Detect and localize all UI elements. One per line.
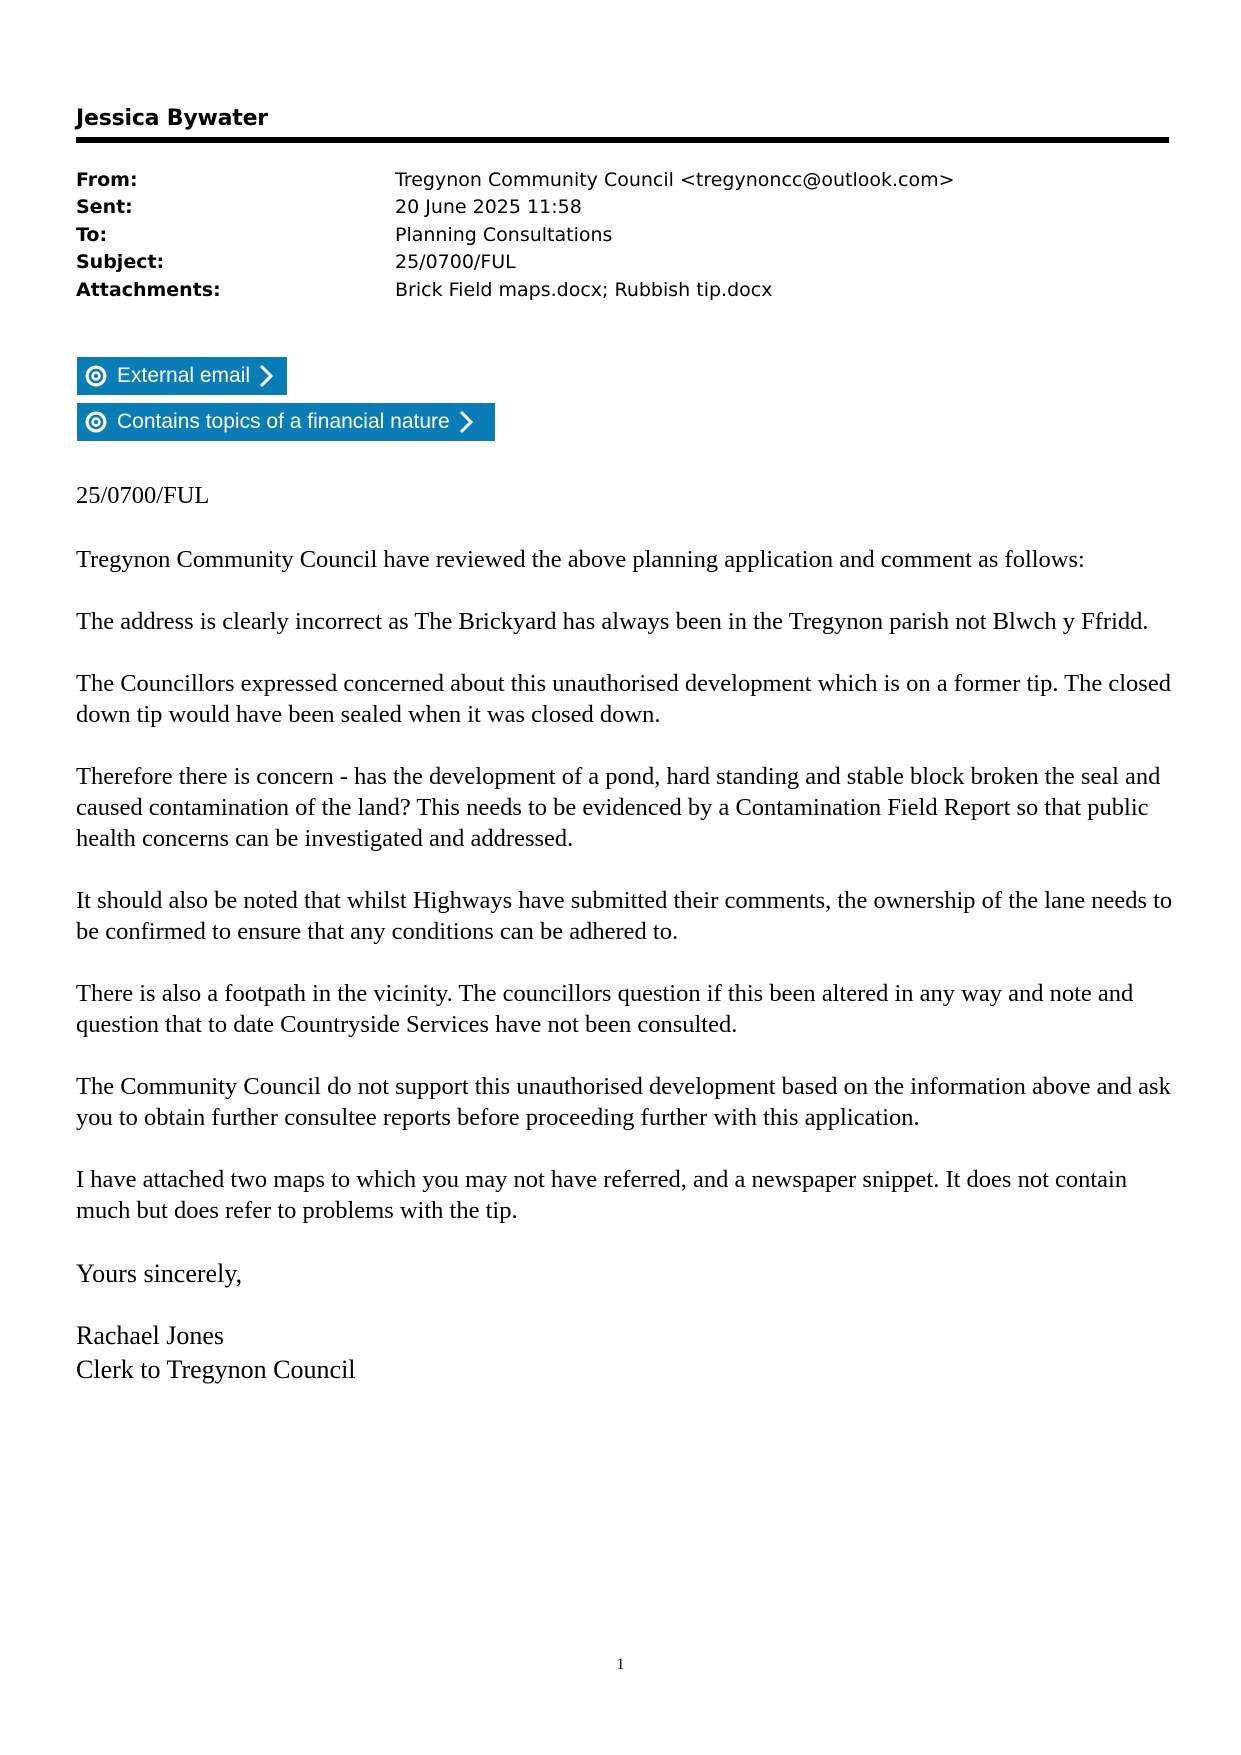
body-subject-line: 25/0700/FUL	[76, 482, 210, 509]
sent-label: Sent:	[76, 196, 133, 219]
signature-name: Rachael Jones	[76, 1321, 225, 1350]
closing-line: Yours sincerely,	[76, 1259, 243, 1288]
signature-title: Clerk to Tregynon Council	[76, 1355, 356, 1384]
email-header	[76, 166, 1169, 304]
alert-badge-icon	[85, 365, 107, 387]
from-label: From:	[76, 168, 138, 191]
body-paragraph: Tregynon Community Council have reviewed the above planning application and comment as follows:	[76, 546, 1085, 573]
subject-label: Subject:	[76, 251, 165, 274]
financial-topics-banner[interactable]	[77, 403, 495, 441]
header-row-subject	[76, 249, 1169, 277]
sent-value: 20 June 2025 11:58	[395, 196, 582, 219]
external-email-label: External email	[117, 364, 251, 387]
alert-badge-icon	[85, 411, 107, 433]
header-row-sent	[76, 194, 1169, 222]
attachments-value: Brick Field maps.docx; Rubbish tip.docx	[395, 278, 773, 301]
header-row-from	[76, 166, 1169, 194]
header-row-to	[76, 221, 1169, 249]
attachments-label: Attachments:	[76, 278, 221, 301]
to-value: Planning Consultations	[395, 223, 613, 246]
body-paragraph: There is also a footpath in the vicinity. The councillors question if this been altered in any way and note and question that to date Countryside Services have not been consulted.	[76, 980, 1134, 1038]
from-value: Tregynon Community Council <tregynoncc@outlook.com>	[395, 168, 955, 191]
body-paragraph: The address is clearly incorrect as The Brickyard has always been in the Tregynon parish not Blwch y Ffridd.	[76, 608, 1149, 635]
body-paragraph: It should also be noted that whilst Highways have submitted their comments, the ownership of the lane needs to be confirmed to ensure that any conditions can be adhered to.	[76, 887, 1173, 945]
mailbox-owner-name: Jessica Bywater	[76, 106, 268, 131]
body-paragraph: The Community Council do not support this unauthorised development based on the information above and ask you to obtain further consultee reports before proceeding further with this application.	[76, 1073, 1171, 1131]
subject-value: 25/0700/FUL	[395, 251, 516, 274]
signature-block	[76, 1319, 1176, 1387]
email-body	[76, 480, 1176, 1387]
chevron-right-icon	[258, 364, 274, 388]
header-row-attachments	[76, 276, 1169, 304]
financial-topics-label: Contains topics of a financial nature	[117, 410, 450, 433]
body-paragraph: The Councillors expressed concerned about this unauthorised development which is on a former tip. The closed down tip would have been sealed when it was closed down.	[76, 670, 1171, 728]
page-number: 1	[616, 1656, 625, 1673]
chevron-right-icon	[458, 410, 474, 434]
to-label: To:	[76, 223, 108, 246]
external-email-banner[interactable]	[77, 357, 287, 395]
body-paragraph: I have attached two maps to which you may not have referred, and a newspaper snippet. It does not contain much but does refer to problems with the tip.	[76, 1166, 1128, 1224]
header-divider	[76, 137, 1169, 143]
body-paragraph: Therefore there is concern - has the development of a pond, hard standing and stable block broken the seal and caused contamination of the land? This needs to be evidenced by a Contamination Field Report so that public health concerns can be investigated and addressed.	[76, 763, 1161, 852]
